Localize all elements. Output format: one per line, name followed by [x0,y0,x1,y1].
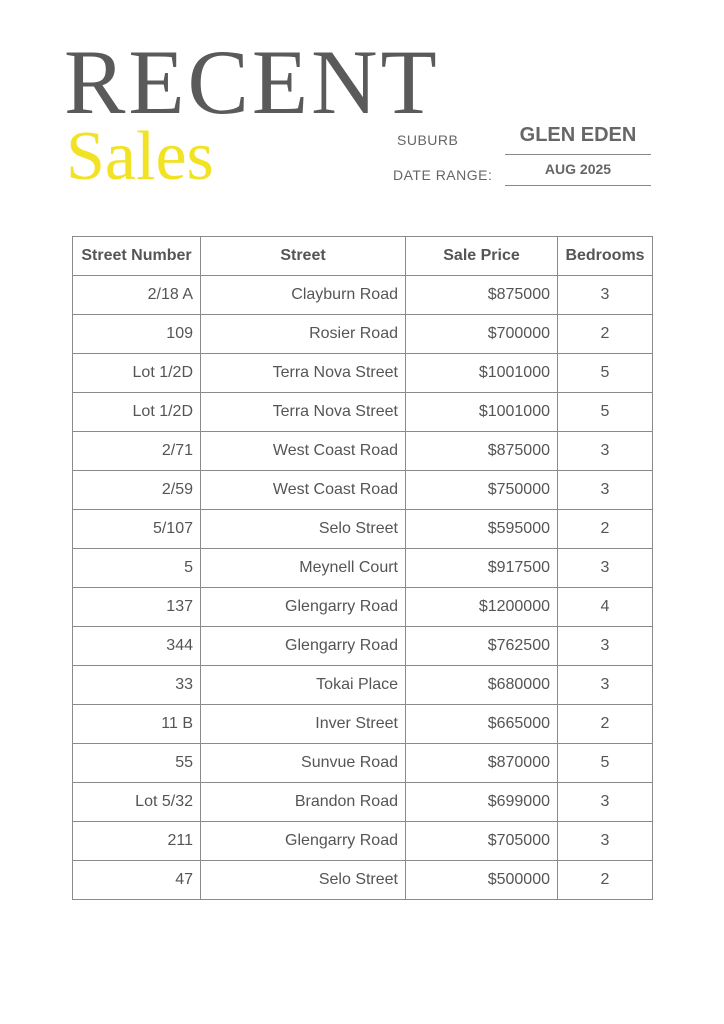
table-row [73,510,653,549]
table-row [73,471,653,510]
cell-street: Terra Nova Street [201,354,406,393]
date-range-value: AUG 2025 [544,161,612,177]
cell-street-number: 2/71 [73,432,201,471]
cell-sale-price: $875000 [406,432,558,471]
table-row [73,432,653,471]
cell-sale-price: $750000 [406,471,558,510]
column-header-street-number: Street Number [73,237,201,276]
cell-street-number: 2/59 [73,471,201,510]
cell-bedrooms: 3 [558,666,653,705]
cell-bedrooms: 5 [558,744,653,783]
cell-street: Glengarry Road [201,822,406,861]
date-range-label: DATE RANGE: [393,167,493,183]
cell-street-number: 344 [73,627,201,666]
cell-bedrooms: 3 [558,783,653,822]
cell-bedrooms: 2 [558,705,653,744]
cell-bedrooms: 3 [558,276,653,315]
cell-street: West Coast Road [201,471,406,510]
cell-street: Tokai Place [201,666,406,705]
cell-sale-price: $870000 [406,744,558,783]
cell-bedrooms: 2 [558,861,653,900]
cell-street: West Coast Road [201,432,406,471]
cell-sale-price: $500000 [406,861,558,900]
cell-street-number: 11 B [73,705,201,744]
cell-street: Selo Street [201,510,406,549]
table-row [73,276,653,315]
cell-sale-price: $700000 [406,315,558,354]
cell-street-number: 5/107 [73,510,201,549]
cell-bedrooms: 3 [558,627,653,666]
table-row [73,354,653,393]
table-row [73,393,653,432]
column-header-street: Street [201,237,406,276]
cell-street: Glengarry Road [201,627,406,666]
cell-bedrooms: 5 [558,393,653,432]
cell-bedrooms: 5 [558,354,653,393]
cell-sale-price: $875000 [406,276,558,315]
page-title-recent: RECENT [64,31,440,133]
cell-sale-price: $595000 [406,510,558,549]
cell-street-number: Lot 1/2D [73,393,201,432]
table-row [73,705,653,744]
cell-street: Terra Nova Street [201,393,406,432]
cell-sale-price: $762500 [406,627,558,666]
table-row [73,549,653,588]
table-row [73,666,653,705]
sales-table-body [73,276,653,900]
table-row [73,861,653,900]
cell-street-number: 33 [73,666,201,705]
cell-street-number: 211 [73,822,201,861]
table-row [73,588,653,627]
cell-sale-price: $1001000 [406,354,558,393]
cell-sale-price: $680000 [406,666,558,705]
cell-bedrooms: 3 [558,471,653,510]
cell-street-number: 5 [73,549,201,588]
cell-sale-price: $1001000 [406,393,558,432]
column-header-bedrooms: Bedrooms [558,237,653,276]
cell-bedrooms: 2 [558,510,653,549]
suburb-underline [505,154,651,155]
cell-bedrooms: 3 [558,549,653,588]
cell-bedrooms: 3 [558,822,653,861]
cell-sale-price: $1200000 [406,588,558,627]
cell-street-number: 137 [73,588,201,627]
cell-street: Clayburn Road [201,276,406,315]
table-row [73,822,653,861]
cell-street-number: 109 [73,315,201,354]
cell-street-number: 2/18 A [73,276,201,315]
cell-sale-price: $665000 [406,705,558,744]
table-row [73,783,653,822]
cell-bedrooms: 2 [558,315,653,354]
table-row [73,627,653,666]
cell-sale-price: $917500 [406,549,558,588]
cell-bedrooms: 4 [558,588,653,627]
table-row [73,744,653,783]
cell-street-number: Lot 1/2D [73,354,201,393]
cell-street: Rosier Road [201,315,406,354]
cell-street-number: Lot 5/32 [73,783,201,822]
cell-street: Brandon Road [201,783,406,822]
cell-street-number: 55 [73,744,201,783]
cell-street: Selo Street [201,861,406,900]
table-row [73,315,653,354]
cell-sale-price: $699000 [406,783,558,822]
cell-sale-price: $705000 [406,822,558,861]
sales-table [72,236,653,900]
suburb-value: GLEN EDEN [519,124,637,146]
cell-street: Glengarry Road [201,588,406,627]
suburb-label: SUBURB [397,132,459,148]
table-header-row [73,237,653,276]
date-range-underline [505,185,651,186]
column-header-sale-price: Sale Price [406,237,558,276]
page-title-sales: Sales [66,118,214,195]
cell-street: Sunvue Road [201,744,406,783]
cell-street: Meynell Court [201,549,406,588]
cell-street-number: 47 [73,861,201,900]
cell-bedrooms: 3 [558,432,653,471]
cell-street: Inver Street [201,705,406,744]
